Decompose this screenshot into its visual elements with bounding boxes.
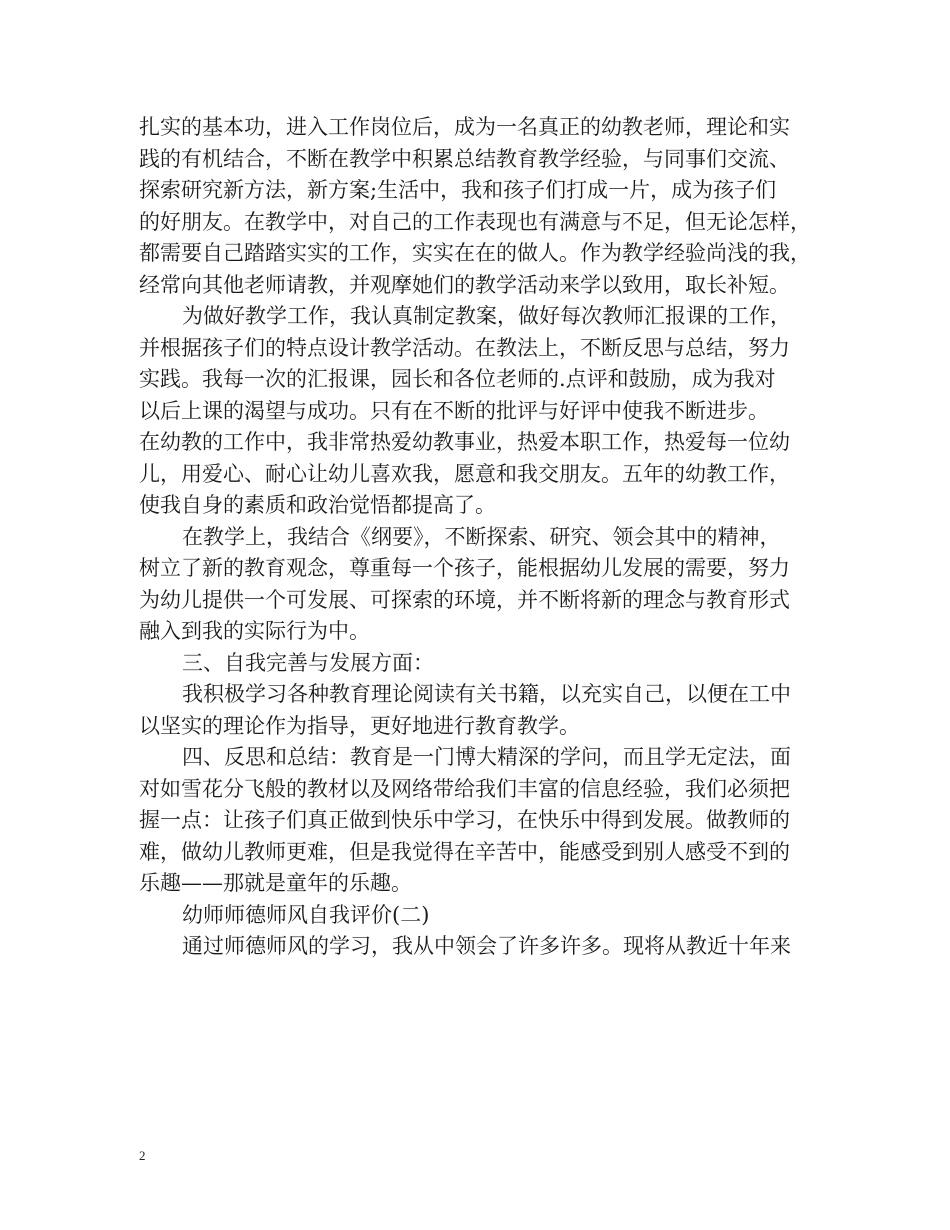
text-line: 实践。我每一次的汇报课，园长和各位老师的.点评和鼓励，成为我对 <box>139 367 776 391</box>
text-line: 乐趣——那就是童年的乐趣。 <box>139 871 412 895</box>
text-line: 三、自我完善与发展方面： <box>182 650 434 675</box>
text-line: 难，做幼儿教师更难，但是我觉得在辛苦中，能感受到别人感受不到的 <box>139 839 790 864</box>
text-line: 使我自身的素质和政治觉悟都提高了。 <box>139 493 496 517</box>
text-line: 探索研究新方法，新方案;生活中，我和孩子们打成一片，成为孩子们 <box>139 178 777 202</box>
text-line: 以坚实的理论作为指导，更好地进行教育教学。 <box>139 713 580 738</box>
text-line: 践的有机结合，不断在教学中积累总结教育教学经验，与同事们交流、 <box>139 146 790 171</box>
text-line: 扎实的基本功，进入工作岗位后，成为一名真正的幼教老师，理论和实 <box>139 115 790 139</box>
text-line: 幼师师德师风自我评价(二) <box>182 902 430 927</box>
text-line: 都需要自己踏踏实实的工作，实实在在的做人。作为教学经验尚浅的我， <box>139 241 811 265</box>
text-line: 在幼教的工作中，我非常热爱幼教事业，热爱本职工作，热爱每一位幼 <box>139 430 790 454</box>
text-line: 儿，用爱心、耐心让幼儿喜欢我，愿意和我交朋友。五年的幼教工作， <box>139 461 790 486</box>
text-line: 树立了新的教育观念，尊重每一个孩子，能根据幼儿发展的需要，努力 <box>139 556 790 580</box>
text-line: 并根据孩子们的特点设计教学活动。在教法上，不断反思与总结，努力 <box>139 335 790 360</box>
text-line: 以后上课的渴望与成功。只有在不断的批评与好评中使我不断进步。 <box>139 398 769 423</box>
text-line: 为做好教学工作，我认真制定教案，做好每次教师汇报课的工作， <box>182 304 791 328</box>
text-line: 在教学上，我结合《纲要》，不断探索、研究、领会其中的精神， <box>182 524 781 549</box>
text-line: 的好朋友。在教学中，对自己的工作表现也有满意与不足，但无论怎样， <box>139 209 811 234</box>
document-body <box>139 112 839 963</box>
text-line: 四、反思和总结：教育是一门博大精深的学问，而且学无定法，面 <box>182 745 791 769</box>
text-line: 我积极学习各种教育理论阅读有关书籍，以充实自己，以便在工中 <box>182 682 791 706</box>
text-line: 握一点：让孩子们真正做到快乐中学习，在快乐中得到发展。做教师的 <box>139 808 790 832</box>
text-line: 通过师德师风的学习，我从中领会了许多许多。现将从教近十年来 <box>182 934 791 958</box>
text-line: 经常向其他老师请教，并观摩她们的教学活动来学以致用，取长补短。 <box>139 272 790 297</box>
page-number: 2 <box>139 1148 146 1163</box>
text-line: 为幼儿提供一个可发展、可探索的环境，并不断将新的理念与教育形式 <box>139 587 790 612</box>
text-line: 融入到我的实际行为中。 <box>139 619 370 643</box>
text-line: 对如雪花分飞般的教材以及网络带给我们丰富的信息经验，我们必须把 <box>139 776 790 801</box>
